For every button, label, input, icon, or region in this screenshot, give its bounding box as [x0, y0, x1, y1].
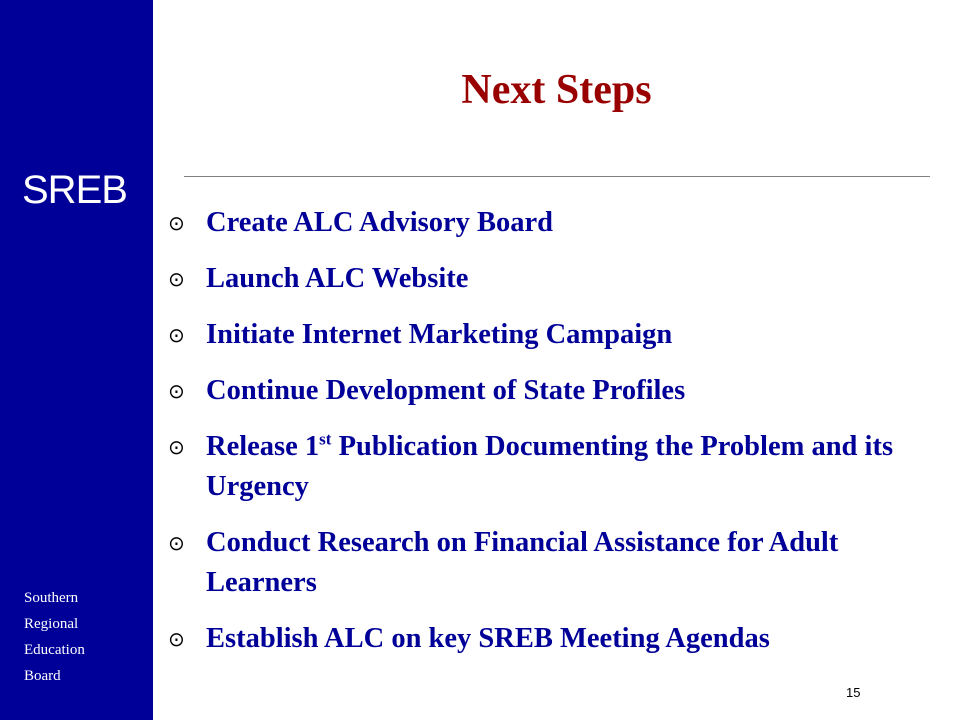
- bullet-text: Conduct Research on Financial Assistance for Adult Learners: [206, 527, 839, 598]
- org-line-education: Education: [24, 642, 85, 658]
- org-line-regional: Regional: [24, 616, 79, 632]
- org-line-southern: Southern: [24, 590, 79, 606]
- bullet-item: [163, 427, 953, 507]
- bullet-dot-icon: ⊙: [168, 323, 185, 347]
- bullet-item: [163, 203, 953, 243]
- page-number: 15: [846, 685, 861, 700]
- organization-name: [24, 585, 85, 689]
- bullet-superscript: st: [319, 429, 332, 449]
- bullet-text: Establish ALC on key SREB Meeting Agendas: [206, 623, 770, 654]
- bullet-text: Initiate Internet Marketing Campaign: [206, 319, 673, 350]
- bullet-item: [163, 259, 953, 299]
- bullet-text-pre: Release 1: [206, 431, 320, 462]
- bullet-dot-icon: ⊙: [168, 267, 185, 291]
- bullet-dot-icon: ⊙: [168, 627, 185, 651]
- bullet-text: Create ALC Advisory Board: [206, 207, 554, 238]
- bullet-dot-icon: ⊙: [168, 435, 185, 459]
- bullet-dot-icon: ⊙: [168, 211, 185, 235]
- sreb-logo: SREB: [22, 168, 127, 212]
- org-line-board: Board: [24, 668, 61, 684]
- sidebar: [0, 0, 153, 720]
- bullet-dot-icon: ⊙: [168, 531, 185, 555]
- bullet-item: [163, 315, 953, 355]
- bullet-item: [163, 619, 953, 659]
- bullet-text-post: Publication Documenting the Problem and its Urgency: [206, 431, 894, 502]
- bullet-text: Continue Development of State Profiles: [206, 375, 686, 406]
- bullet-dot-icon: ⊙: [168, 379, 185, 403]
- title-divider: [184, 176, 930, 177]
- bullet-list: [163, 203, 953, 675]
- bullet-text: Launch ALC Website: [206, 263, 469, 294]
- bullet-item: [163, 371, 953, 411]
- slide-title: Next Steps: [461, 67, 652, 113]
- bullet-item: [163, 523, 953, 603]
